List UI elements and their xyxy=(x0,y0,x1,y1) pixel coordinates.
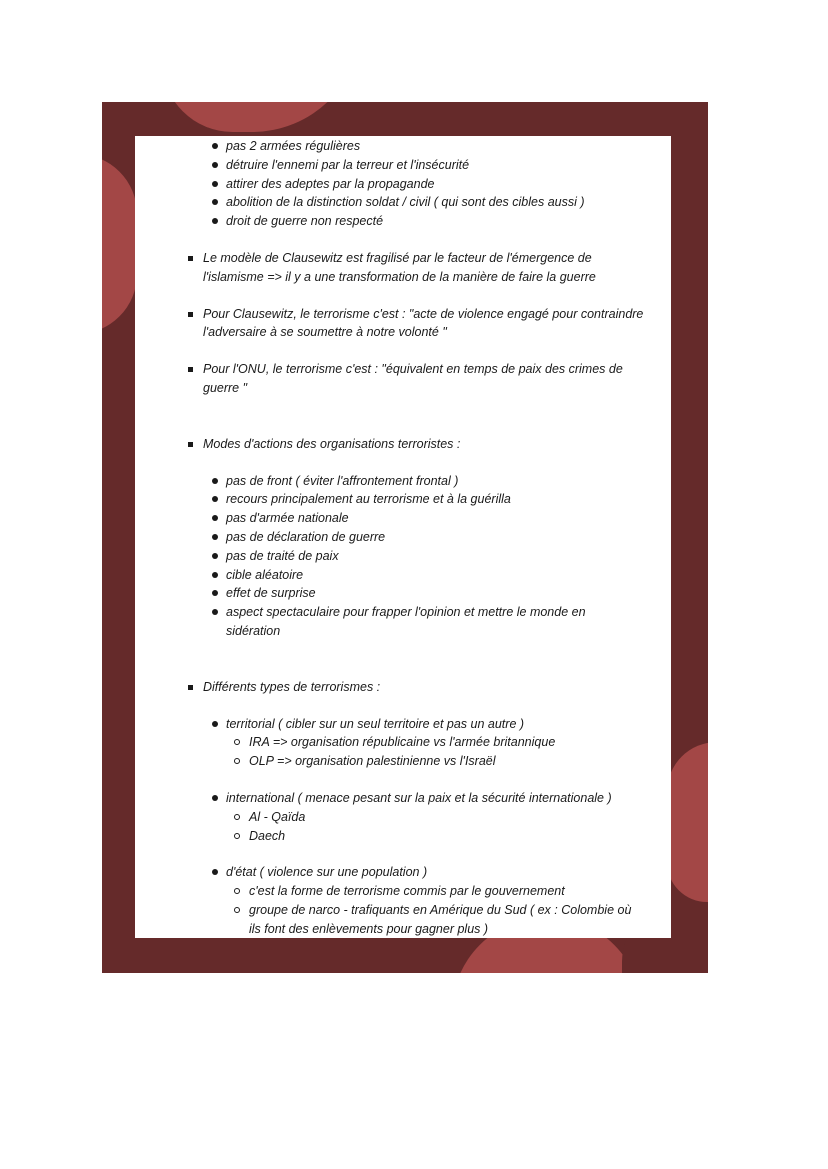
international-sublist xyxy=(135,808,671,846)
text-line: ils font des enlèvements pour gagner plus ) xyxy=(249,921,489,936)
text-line: Pour Clausewitz, le terrorisme c'est : "acte de violence engagé pour contraindre xyxy=(203,306,644,321)
list-item: pas 2 armées régulières xyxy=(135,137,671,156)
text-line: sidération xyxy=(226,623,281,638)
modes-list xyxy=(135,472,671,641)
decorative-blob xyxy=(162,102,362,132)
onu-definition-paragraph xyxy=(135,360,671,398)
list-item: international ( menace pesant sur la paix et la sécurité internationale ) xyxy=(135,789,671,808)
text-line: l'adversaire à se soumettre à notre volonté " xyxy=(203,325,447,340)
list-item: d'état ( violence sur une population ) xyxy=(135,863,671,882)
text-line: guerre " xyxy=(203,380,248,395)
international-list xyxy=(135,789,671,808)
top-bullet-list xyxy=(135,137,671,231)
list-item: pas de front ( éviter l'affrontement frontal ) xyxy=(135,472,671,491)
decorative-blob xyxy=(667,742,708,902)
clausewitz-model-paragraph xyxy=(135,249,671,287)
territorial-list xyxy=(135,715,671,734)
list-item: pas de déclaration de guerre xyxy=(135,528,671,547)
list-item: pas d'armée nationale xyxy=(135,509,671,528)
etat-sublist xyxy=(135,882,671,938)
clausewitz-definition-paragraph xyxy=(135,305,671,343)
sub-list-item: c'est la forme de terrorisme commis par le gouvernement xyxy=(135,882,671,901)
text-line: Pour l'ONU, le terrorisme c'est : "équivalent en temps de paix des crimes de xyxy=(203,362,623,377)
list-item: pas de traité de paix xyxy=(135,547,671,566)
document-page xyxy=(135,136,671,938)
modes-heading: Modes d'actions des organisations terroristes : xyxy=(135,435,671,454)
types-heading: Différents types de terrorismes : xyxy=(135,678,671,697)
territorial-sublist xyxy=(135,733,671,771)
list-item: recours principalement au terrorisme et à la guérilla xyxy=(135,490,671,509)
list-item: cible aléatoire xyxy=(135,566,671,585)
text-line: groupe de narco - trafiquants en Amérique du Sud ( ex : Colombie où xyxy=(249,902,632,917)
sub-list-item xyxy=(135,901,671,938)
list-item: attirer des adeptes par la propagande xyxy=(135,175,671,194)
list-item xyxy=(135,603,671,641)
decorative-blob xyxy=(102,154,137,334)
sub-list-item: IRA => organisation républicaine vs l'armée britannique xyxy=(135,733,671,752)
etat-list xyxy=(135,863,671,882)
sub-list-item: Daech xyxy=(135,827,671,846)
list-item: abolition de la distinction soldat / civil ( qui sont des cibles aussi ) xyxy=(135,193,671,212)
text-line: l'islamisme => il y a une transformation de la manière de faire la guerre xyxy=(203,269,596,284)
text-line: Le modèle de Clausewitz est fragilisé par le facteur de l'émergence de xyxy=(203,250,592,265)
list-item: détruire l'ennemi par la terreur et l'insécurité xyxy=(135,156,671,175)
sub-list-item: Al - Qaïda xyxy=(135,808,671,827)
text-line: aspect spectaculaire pour frapper l'opinion et mettre le monde en xyxy=(226,605,586,620)
sub-list-item: OLP => organisation palestinienne vs l'Israël xyxy=(135,752,671,771)
list-item: territorial ( cibler sur un seul territoire et pas un autre ) xyxy=(135,715,671,734)
list-item: effet de surprise xyxy=(135,584,671,603)
list-item: droit de guerre non respecté xyxy=(135,212,671,231)
